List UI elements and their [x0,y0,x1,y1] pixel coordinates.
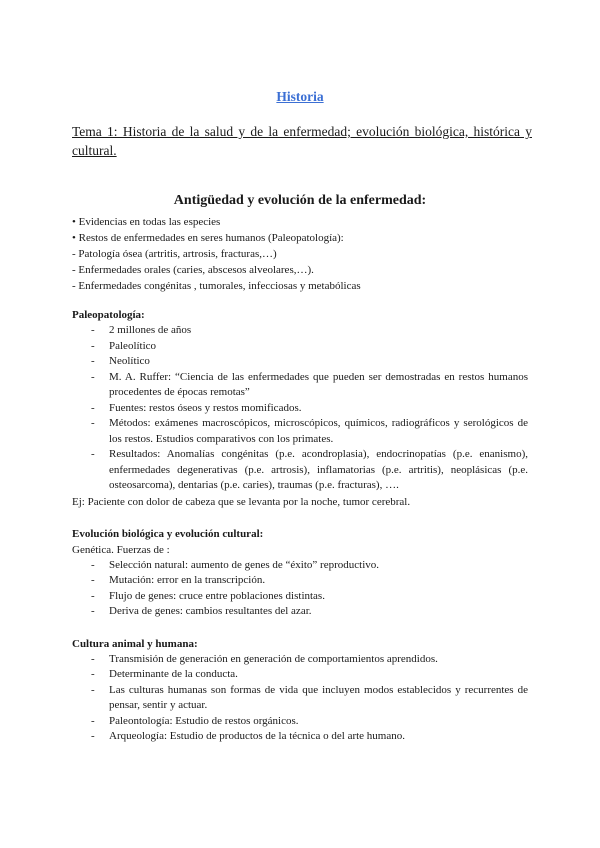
dash-marker: - [91,668,95,680]
section-title-paleopatologia: Paleopatología: [72,309,145,321]
list-item-text: Métodos: exámenes macroscópicos, microscópicos, químicos, radiográficos y serológicos de los restos. Estudios comparativos con los primates. [109,417,528,445]
section-title-evolucion: Evolución biológica y evolución cultural: [72,527,264,540]
dash-marker: - [91,339,95,352]
list-item-text: Deriva de genes: cambios resultantes del azar. [109,605,312,617]
list-item-text: M. A. Ruffer: “Ciencia de las enfermedades que pueden ser demostradas en restos humanos procedentes de épocas remotas” [109,370,528,398]
list-item-text: Selección natural: aumento de genes de “éxito” reproductivo. [109,558,380,571]
document-body [72,192,528,745]
dash-marker: - [91,714,95,727]
list-item-text: Flujo de genes: cruce entre poblaciones distintas. [109,589,325,602]
dash-marker: - [91,370,95,383]
list-item-text: Neolítico [109,355,150,367]
list-item-text: Paleontología: Estudio de restos orgánicos. [109,714,299,727]
dash-marker: - [91,448,95,460]
list-item [72,683,528,714]
dash-marker: - [91,324,95,336]
sub-line: - Enfermedades congénitas , tumorales, infecciosas y metabólicas [72,280,361,292]
dash-marker: - [91,605,95,617]
list-item [72,573,528,589]
dash-marker: - [91,730,95,742]
list-item [72,447,528,494]
list-item [72,354,528,370]
cultura-list [72,652,528,745]
list-item [72,589,528,605]
list-item [72,416,528,447]
list-item [72,604,528,620]
list-item-text: Arqueología: Estudio de productos de la técnica o del arte humano. [109,730,405,742]
list-item-text: Mutación: error en la transcripción. [109,574,266,586]
example-line: Ej: Paciente con dolor de cabeza que se levanta por la noche, tumor cerebral. [72,495,411,508]
list-item-text: 2 millones de años [109,324,192,336]
dash-marker: - [91,683,95,696]
evolucion-list [72,558,528,620]
intro-line: Genética. Fuerzas de : [72,543,170,556]
section-heading: Antigüedad y evolución de la enfermedad: [173,193,427,208]
dash-marker: - [91,417,95,429]
dash-marker: - [91,355,95,367]
dash-marker: - [91,652,95,665]
spacer [72,620,528,636]
list-item [72,667,528,683]
list-item [72,323,528,339]
list-item-text: Transmisión de generación en generación de comportamientos aprendidos. [109,652,438,665]
spacer [72,294,528,307]
list-item [72,714,528,730]
list-item-text: Fuentes: restos óseos y restos momificados. [109,401,302,414]
bullet-line: • Restos de enfermedades en seres humanos (Paleopatología): [72,232,344,244]
dash-marker: - [91,558,95,571]
list-item-text: Las culturas humanas son formas de vida que incluyen modos establecidos y recurrentes de pensar, sentir y actuar. [109,683,528,711]
sub-line: - Patología ósea (artritis, artrosis, fracturas,…) [72,248,277,260]
list-item [72,729,528,745]
dash-marker: - [91,401,95,414]
dash-marker: - [91,589,95,602]
bullet-line: • Evidencias en todas las especies [72,216,221,228]
section-title-cultura: Cultura animal y humana: [72,637,198,650]
page-title: Historia [276,89,324,104]
sub-line: - Enfermedades orales (caries, abscesos alveolares,…). [72,264,314,276]
paleopatologia-list [72,323,528,494]
spacer [72,510,528,526]
list-item [72,370,528,401]
list-item [72,558,528,574]
dash-marker: - [91,574,95,586]
page-subtitle: Tema 1: Historia de la salud y de la enfermedad; evolución biológica, histórica y cultural. [72,124,532,158]
list-item-text: Paleolítico [109,339,157,352]
list-item [72,339,528,355]
list-item-text: Determinante de la conducta. [109,668,238,680]
list-item [72,652,528,668]
list-item-text: Resultados: Anomalías congénitas (p.e. acondroplasia), endocrinopatías (p.e. enanismo), enfermedades degenerativas (p.e. artrosis), inflamatorias (p.e. artritis), neoplásicas (p.e. osteosarcoma), dentarias (p.e. caries), traumas (p.e. fracturas), …. [109,448,528,491]
list-item [72,401,528,417]
